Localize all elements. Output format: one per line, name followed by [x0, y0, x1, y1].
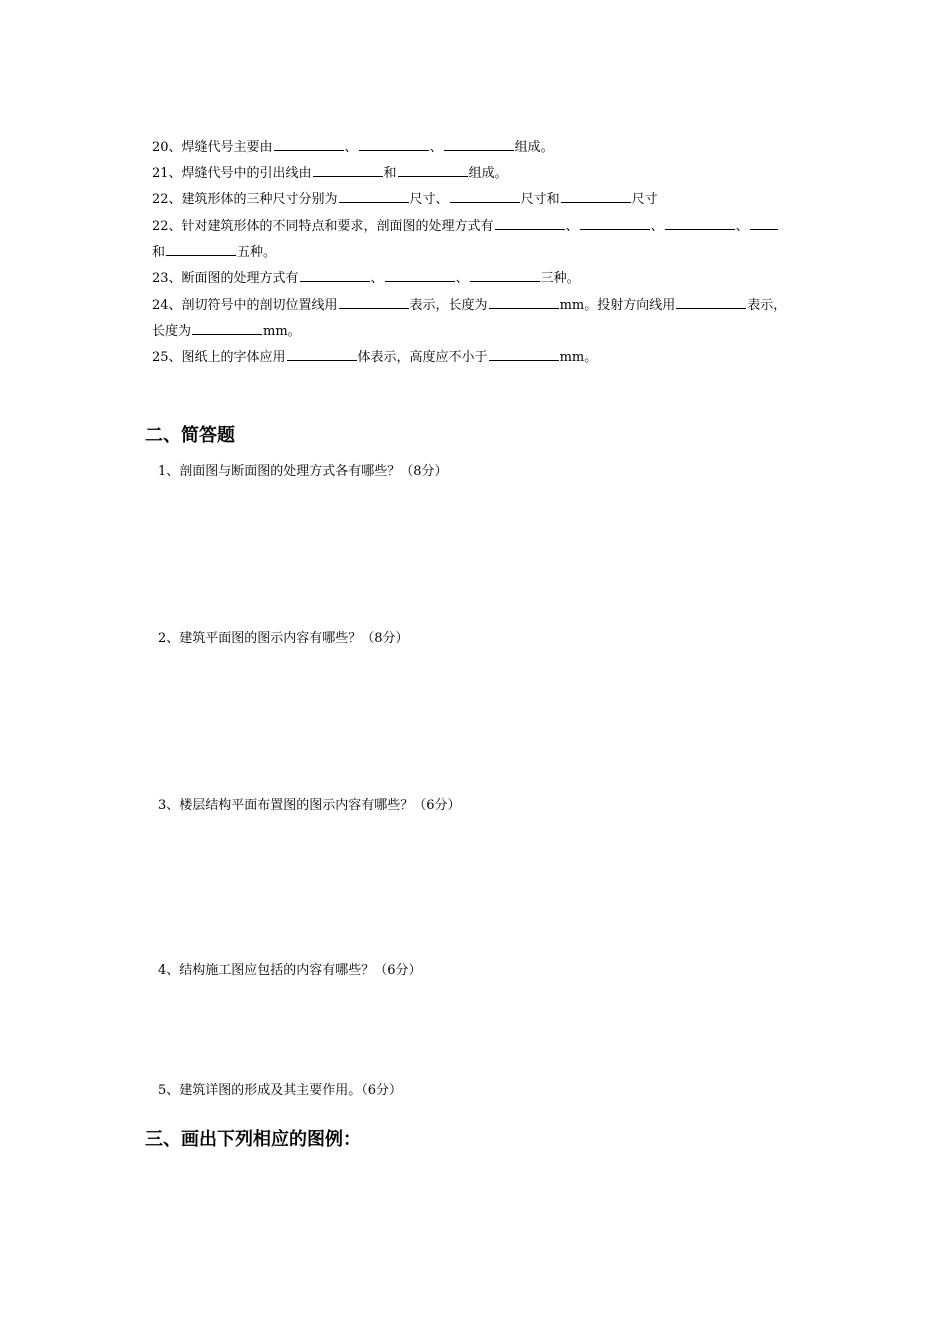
- question-22b-continued: 和 五种。: [152, 242, 802, 262]
- short-answer-question-3: 3、楼层结构平面布置图的图示内容有哪些？（6分）: [158, 798, 461, 813]
- answer-blank[interactable]: [665, 216, 735, 230]
- question-21: 21、焊缝代号中的引出线由 和 组成。: [152, 163, 802, 183]
- section-2-title: 二、简答题: [145, 425, 235, 446]
- answer-blank[interactable]: [676, 295, 746, 309]
- answer-blank[interactable]: [192, 321, 262, 335]
- question-25: 25、图纸上的字体应用 体表示，高度应不小于 mm。: [152, 347, 802, 367]
- answer-blank[interactable]: [339, 295, 409, 309]
- short-answer-question-4: 4、结构施工图应包括的内容有哪些？（6分）: [158, 963, 422, 978]
- answer-blank[interactable]: [300, 268, 370, 282]
- answer-blank[interactable]: [359, 137, 429, 151]
- answer-blank[interactable]: [495, 216, 565, 230]
- answer-blank[interactable]: [489, 347, 559, 361]
- answer-blank[interactable]: [470, 268, 540, 282]
- answer-blank[interactable]: [313, 163, 383, 177]
- answer-blank[interactable]: [274, 137, 344, 151]
- question-24: 24、剖切符号中的剖切位置线用 表示，长度为 mm。投射方向线用 表示，: [152, 295, 802, 315]
- question-20: 20、焊缝代号主要由 、 、 组成。: [152, 137, 802, 157]
- question-22a: 22、建筑形体的三种尺寸分别为 尺寸、 尺寸和 尺寸: [152, 189, 802, 209]
- short-answer-question-1: 1、剖面图与断面图的处理方式各有哪些？（8分）: [158, 464, 448, 479]
- question-23: 23、断面图的处理方式有 、 、 三种。: [152, 268, 802, 288]
- answer-blank[interactable]: [339, 189, 409, 203]
- answer-blank[interactable]: [580, 216, 650, 230]
- answer-blank[interactable]: [287, 347, 357, 361]
- short-answer-question-5: 5、建筑详图的形成及其主要作用。（6分）: [158, 1083, 403, 1098]
- answer-blank[interactable]: [385, 268, 455, 282]
- question-22b: 22、针对建筑形体的不同特点和要求，剖面图的处理方式有 、 、 、: [152, 216, 802, 236]
- answer-blank[interactable]: [489, 295, 559, 309]
- answer-blank[interactable]: [561, 189, 631, 203]
- answer-blank[interactable]: [444, 137, 514, 151]
- question-24-continued: 长度为 mm。: [152, 321, 802, 341]
- section-3-title: 三、画出下列相应的图例：: [145, 1129, 361, 1150]
- answer-blank[interactable]: [750, 216, 778, 230]
- answer-blank[interactable]: [398, 163, 468, 177]
- short-answer-question-2: 2、建筑平面图的图示内容有哪些？（8分）: [158, 631, 409, 646]
- answer-blank[interactable]: [166, 242, 236, 256]
- answer-blank[interactable]: [450, 189, 520, 203]
